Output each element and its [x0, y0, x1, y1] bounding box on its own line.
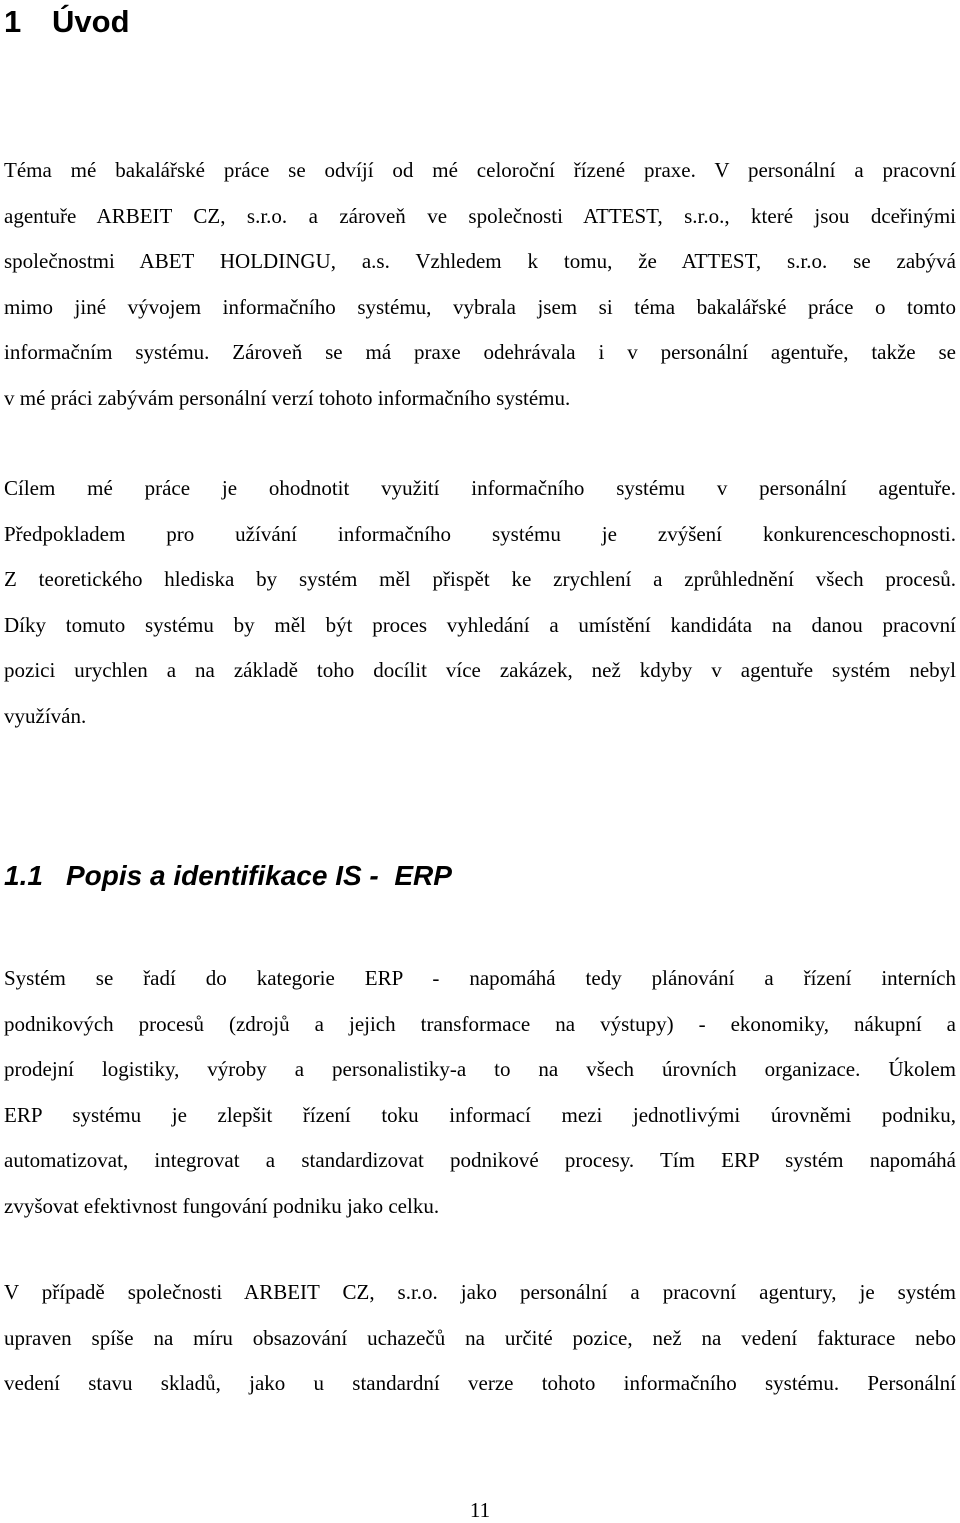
text-line: vedení stavu skladů, jako u standardní verze tohoto informačního systému. Personální — [4, 1371, 956, 1396]
text-line: V případě společnosti ARBEIT CZ, s.r.o. jako personální a pracovní agentury, je systém — [4, 1280, 956, 1304]
chapter-number: 1 — [4, 4, 22, 39]
text-line: Předpokladem pro užívání informačního systému je zvýšení konkurenceschopnosti. — [4, 521, 956, 546]
paragraph-goal — [4, 466, 956, 740]
chapter-title: Úvod — [52, 4, 130, 39]
text-line: Cílem mé práce je ohodnotit využití informačního systému v personální agentuře. — [4, 476, 956, 500]
text-line: společnostmi ABET HOLDINGU, a.s. Vzhledem k tomu, že ATTEST, s.r.o. se zabývá — [4, 249, 956, 274]
text-line: mimo jiné vývojem informačního systému, vybrala jsem si téma bakalářské práce o tomto — [4, 294, 956, 319]
text-line: Z teoretického hlediska by systém měl přispět ke zrychlení a zprůhlednění všech procesů. — [4, 567, 956, 592]
text-line: využíván. — [4, 703, 87, 728]
section-title: Popis a identifikace IS - ERP — [66, 860, 452, 891]
text-line: informačním systému. Zároveň se má praxe odehrávala i v personální agentuře, takže se — [4, 340, 956, 365]
text-line: Systém se řadí do kategorie ERP - napomáhá tedy plánování a řízení interních — [4, 966, 956, 990]
text-line: zvyšovat efektivnost fungování podniku jako celku. — [4, 1193, 440, 1218]
text-line: agentuře ARBEIT CZ, s.r.o. a zároveň ve společnosti ATTEST, s.r.o., které jsou dceřinými — [4, 203, 956, 228]
page-number: 11 — [469, 1498, 491, 1522]
text-line: upraven spíše na míru obsazování uchazečů na určité pozice, než na vedení fakturace nebo — [4, 1325, 956, 1350]
chapter-heading — [4, 2, 130, 42]
text-line: prodejní logistiky, výroby a personalistiky-a to na všech úrovních organizace. Úkolem — [4, 1057, 956, 1082]
text-line: podnikových procesů (zdrojů a jejich transformace na výstupy) - ekonomiky, nákupní a — [4, 1011, 956, 1036]
section-number: 1.1 — [4, 860, 43, 891]
paragraph-intro — [4, 148, 956, 422]
paragraph-company — [4, 1270, 956, 1407]
section-heading — [4, 856, 452, 896]
text-line: v mé práci zabývám personální verzí tohoto informačního systému. — [4, 385, 571, 410]
text-line: Téma mé bakalářské práce se odvíjí od mé celoroční řízené praxe. V personální a pracovní — [4, 158, 956, 182]
text-line: ERP systému je zlepšit řízení toku informací mezi jednotlivými úrovněmi podniku, — [4, 1102, 956, 1127]
text-line: automatizovat, integrovat a standardizovat podnikové procesy. Tím ERP systém napomáhá — [4, 1148, 956, 1173]
paragraph-erp — [4, 956, 956, 1230]
text-line: Díky tomuto systému by měl být proces vyhledání a umístění kandidáta na danou pracovní — [4, 612, 956, 637]
text-line: pozici urychlen a na základě toho docílit více zakázek, než kdyby v agentuře systém nebyl — [4, 658, 956, 683]
